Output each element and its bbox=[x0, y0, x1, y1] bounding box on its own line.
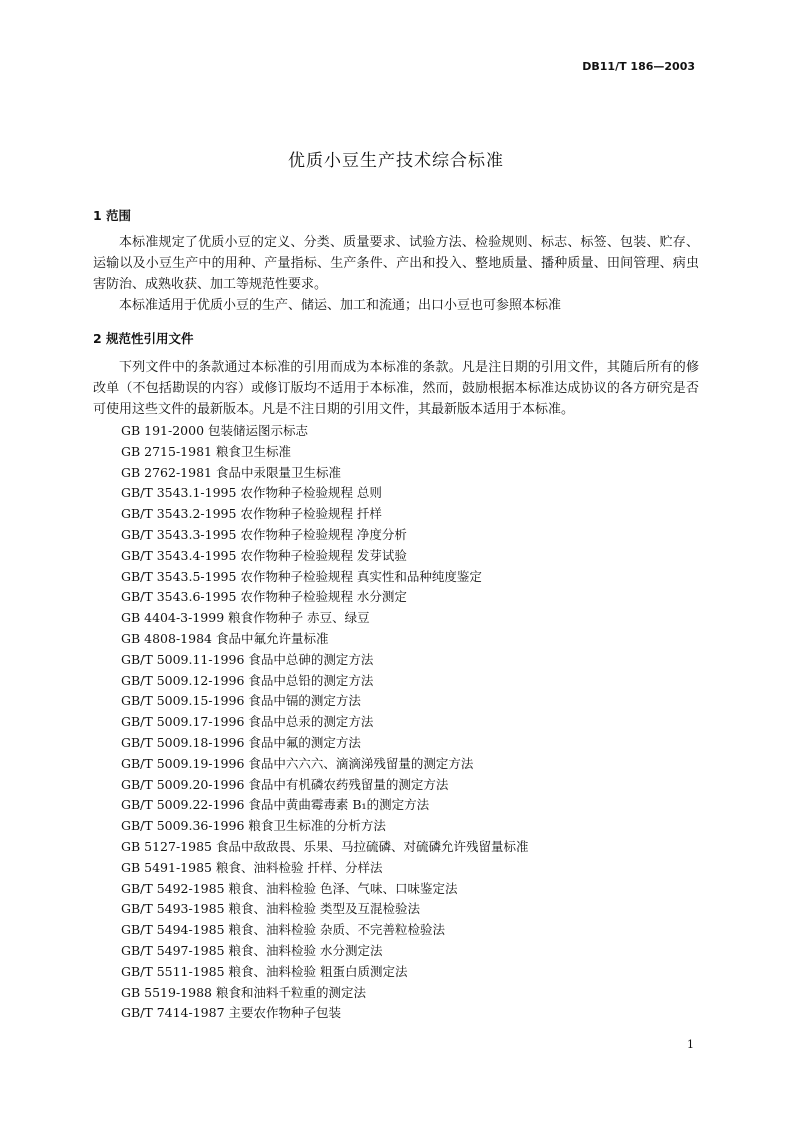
document-title: 优质小豆生产技术综合标准 bbox=[288, 151, 504, 171]
reference-item: GB/T 5493-1985 粮食、油料检验 类型及互混检验法 bbox=[121, 901, 420, 917]
reference-item: GB/T 5009.17-1996 食品中总汞的测定方法 bbox=[121, 714, 374, 730]
reference-item: GB 2762-1981 食品中汞限量卫生标准 bbox=[121, 464, 341, 480]
reference-item: GB/T 3543.5-1995 农作物种子检验规程 真实性和品种纯度鉴定 bbox=[121, 568, 482, 584]
reference-item: GB/T 7414-1987 主要农作物种子包装 bbox=[121, 1005, 342, 1021]
reference-item: GB 5127-1985 食品中敌敌畏、乐果、马拉硫磷、对硫磷允许残留量标准 bbox=[121, 838, 529, 854]
section-2-heading: 2 规范性引用文件 bbox=[93, 331, 194, 346]
reference-item: GB 191-2000 包装储运图示标志 bbox=[121, 423, 309, 438]
reference-item: GB/T 3543.3-1995 农作物种子检验规程 净度分析 bbox=[121, 526, 407, 542]
reference-item: GB/T 5009.19-1996 食品中六六六、滴滴涕残留量的测定方法 bbox=[121, 755, 474, 771]
reference-item: GB 4404-3-1999 粮食作物种子 赤豆、绿豆 bbox=[121, 610, 370, 626]
reference-item: GB/T 3543.4-1995 农作物种子检验规程 发芽试验 bbox=[121, 547, 407, 563]
reference-item: GB 5519-1988 粮食和油料千粒重的测定法 bbox=[121, 984, 366, 1000]
reference-item: GB/T 5494-1985 粮食、油料检验 杂质、不完善粒检验法 bbox=[121, 922, 445, 938]
section-2-paragraph-1: 下列文件中的条款通过本标准的引用而成为本标准的条款。凡是注日期的引用文件，其随后所有的修改单（不包括勘误的内容）或修订版均不适用于本标准，然而，鼓励根据本标准达成协议的各方研究是否可使用这些文件的最新版本。凡是不注日期的引用文件，其最新版本适用于本标准。 bbox=[93, 360, 699, 417]
reference-item: GB/T 5009.18-1996 食品中氟的测定方法 bbox=[121, 734, 361, 750]
reference-item: GB/T 3543.1-1995 农作物种子检验规程 总则 bbox=[121, 485, 382, 501]
reference-item: GB/T 5492-1985 粮食、油料检验 色泽、气味、口味鉴定法 bbox=[121, 880, 458, 896]
section-1-heading: 1 范围 bbox=[93, 208, 132, 223]
section-1-paragraph-2: 本标准适用于优质小豆的生产、储运、加工和流通；出口小豆也可参照本标准 bbox=[119, 298, 562, 313]
reference-item: GB 4808-1984 食品中氟允许量标准 bbox=[121, 630, 329, 646]
reference-item: GB/T 5009.22-1996 食品中黄曲霉毒素 B₁的测定方法 bbox=[121, 797, 430, 813]
reference-item: GB 2715-1981 粮食卫生标准 bbox=[121, 443, 291, 459]
reference-item: GB/T 5009.15-1996 食品中镉的测定方法 bbox=[121, 693, 361, 709]
reference-item: GB/T 5511-1985 粮食、油料检验 粗蛋白质测定法 bbox=[121, 963, 408, 979]
reference-item: GB/T 5009.20-1996 食品中有机磷农药残留量的测定方法 bbox=[121, 776, 449, 792]
reference-item: GB/T 5497-1985 粮食、油料检验 水分测定法 bbox=[121, 942, 383, 958]
section-1-paragraph-1: 本标准规定了优质小豆的定义、分类、质量要求、试验方法、检验规则、标志、标签、包装、贮存、运输以及小豆生产中的用种、产量指标、生产条件、产出和投入、整地质量、播种质量、田间管理、病虫害防治、成熟收获、加工等规范性要求。 bbox=[93, 235, 699, 292]
reference-item: GB/T 5009.11-1996 食品中总砷的测定方法 bbox=[121, 651, 374, 667]
reference-item: GB/T 3543.6-1995 农作物种子检验规程 水分测定 bbox=[121, 589, 407, 605]
reference-item: GB/T 5009.12-1996 食品中总铅的测定方法 bbox=[121, 672, 374, 688]
reference-item: GB/T 3543.2-1995 农作物种子检验规程 扦样 bbox=[121, 506, 382, 522]
normative-references-list bbox=[121, 421, 528, 1024]
reference-item: GB/T 5009.36-1996 粮食卫生标准的分析方法 bbox=[121, 818, 386, 834]
page-number: 1 bbox=[687, 1038, 694, 1051]
running-header: DB11/T 186—2003 bbox=[582, 60, 695, 73]
reference-item: GB 5491-1985 粮食、油料检验 扦样、分样法 bbox=[121, 859, 383, 875]
